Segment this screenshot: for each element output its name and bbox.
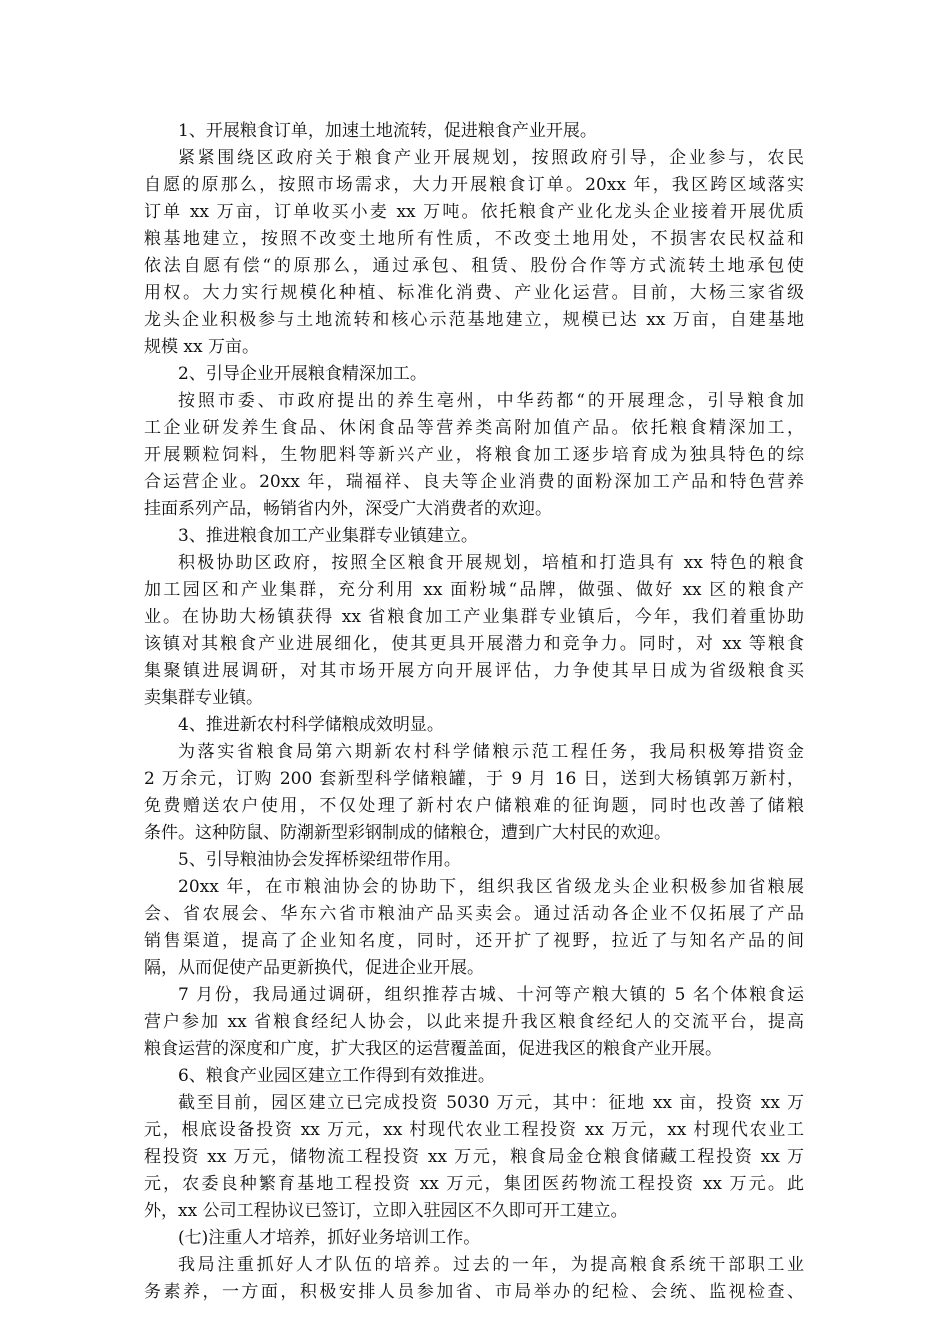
- body-text-line: 合运营企业。20xx 年，瑞福祥、良夫等企业消费的面粉深加工产品和特色营养: [144, 472, 804, 492]
- body-text-line: 自愿的原那么，按照市场需求，大力开展粮食订单。20xx 年，我区跨区域落实: [144, 175, 804, 195]
- paragraph-first-line: 截至目前，园区建立已完成投资 5030 万元，其中：征地 xx 亩，投资 xx 万: [178, 1093, 804, 1113]
- body-text-line: 工企业研发养生食品、休闲食品等营养类高附加值产品。依托粮食精深加工，: [144, 418, 804, 438]
- section-heading: 6、粮食产业园区建立工作得到有效推进。: [178, 1066, 495, 1086]
- paragraph-first-line: 20xx 年，在市粮油协会的协助下，组织我区省级龙头企业积极参加省粮展: [178, 877, 804, 897]
- body-text-line: 依法自愿有偿“的原那么，通过承包、租赁、股份合作等方式流转土地承包使: [144, 256, 804, 276]
- body-text-line: 订单 xx 万亩，订单收买小麦 xx 万吨。依托粮食产业化龙头企业接着开展优质: [144, 202, 804, 222]
- body-text-line: 用权。大力实行规模化种植、标准化消费、产业化运营。目前，大杨三家省级: [144, 283, 804, 303]
- paragraph-last-line: 隔，从而促使产品更新换代，促进企业开展。: [144, 958, 484, 978]
- body-text-line: 务素养，一方面，积极安排人员参加省、市局举办的纪检、会统、监视检查、: [144, 1282, 804, 1302]
- body-text-line: 业。在协助大杨镇获得 xx 省粮食加工产业集群专业镇后，今年，我们着重协助: [144, 607, 804, 627]
- body-text-line: 加工园区和产业集群，充分利用 xx 面粉城“品牌，做强、做好 xx 区的粮食产: [144, 580, 804, 600]
- paragraph-first-line: 积极协助区政府，按照全区粮食开展规划，培植和打造具有 xx 特色的粮食: [178, 553, 804, 573]
- paragraph-last-line: 粮食运营的深度和广度，扩大我区的运营覆盖面，促进我区的粮食产业开展。: [144, 1039, 722, 1059]
- section-heading: 4、推进新农村科学储粮成效明显。: [178, 715, 444, 735]
- section-heading: (七)注重人才培养，抓好业务培训工作。: [178, 1228, 481, 1248]
- paragraph-last-line: 挂面系列产品，畅销省内外，深受广大消费者的欢迎。: [144, 499, 552, 519]
- paragraph-first-line: 我局注重抓好人才队伍的培养。过去的一年，为提高粮食系统干部职工业: [178, 1255, 804, 1275]
- paragraph-first-line: 为落实省粮食局第六期新农村科学储粮示范工程任务，我局积极筹措资金: [178, 742, 804, 762]
- body-text-line: 开展颗粒饲料，生物肥料等新兴产业，将粮食加工逐步培育成为独具特色的综: [144, 445, 804, 465]
- body-text-line: 营户参加 xx 省粮食经纪人协会，以此来提升我区粮食经纪人的交流平台，提高: [144, 1012, 804, 1032]
- paragraph-last-line: 外，xx 公司工程协议已签订，立即入驻园区不久即可开工建立。: [144, 1201, 628, 1221]
- body-text-line: 该镇对其粮食产业进展细化，使其更具开展潜力和竞争力。同时，对 xx 等粮食: [144, 634, 804, 654]
- paragraph-last-line: 条件。这种防鼠、防潮新型彩钢制成的储粮仓，遭到广大村民的欢迎。: [144, 823, 671, 843]
- body-text-line: 元，根底设备投资 xx 万元，xx 村现代农业工程投资 xx 万元，xx 村现代农业工: [144, 1120, 804, 1140]
- body-text-line: 销售渠道，提高了企业知名度，同时，还开扩了视野，拉近了与知名产品的间: [144, 931, 804, 951]
- paragraph-last-line: 规模 xx 万亩。: [144, 337, 259, 357]
- section-heading: 5、引导粮油协会发挥桥梁纽带作用。: [178, 850, 461, 870]
- section-heading: 3、推进粮食加工产业集群专业镇建立。: [178, 526, 478, 546]
- body-text-line: 程投资 xx 万元，储物流工程投资 xx 万元，粮食局金仓粮食储藏工程投资 xx 万: [144, 1147, 804, 1167]
- section-heading: 1、开展粮食订单，加速土地流转，促进粮食产业开展。: [178, 121, 597, 141]
- paragraph-last-line: 卖集群专业镇。: [144, 688, 263, 708]
- body-text-line: 免费赠送农户使用，不仅处理了新村农户储粮难的征询题，同时也改善了储粮: [144, 796, 804, 816]
- section-heading: 2、引导企业开展粮食精深加工。: [178, 364, 427, 384]
- paragraph-first-line: 紧紧围绕区政府关于粮食产业开展规划，按照政府引导，企业参与，农民: [178, 148, 804, 168]
- body-text-line: 会、省农展会、华东六省市粮油产品买卖会。通过活动各企业不仅拓展了产品: [144, 904, 804, 924]
- document-body: [144, 118, 804, 1306]
- paragraph-first-line: 7 月份，我局通过调研，组织推荐古城、十河等产粮大镇的 5 名个体粮食运: [178, 985, 804, 1005]
- body-text-line: 集聚镇进展调研，对其市场开展方向开展评估，力争使其早日成为省级粮食买: [144, 661, 804, 681]
- body-text-line: 元，农委良种繁育基地工程投资 xx 万元，集团医药物流工程投资 xx 万元。此: [144, 1174, 804, 1194]
- body-text-line: 龙头企业积极参与土地流转和核心示范基地建立，规模已达 xx 万亩，自建基地: [144, 310, 804, 330]
- body-text-line: 2 万余元，订购 200 套新型科学储粮罐，于 9 月 16 日，送到大杨镇郭万新村，: [144, 769, 804, 789]
- body-text-line: 粮基地建立，按照不改变土地所有性质，不改变土地用处，不损害农民权益和: [144, 229, 804, 249]
- paragraph-first-line: 按照市委、市政府提出的养生亳州，中华药都“的开展理念，引导粮食加: [178, 391, 804, 411]
